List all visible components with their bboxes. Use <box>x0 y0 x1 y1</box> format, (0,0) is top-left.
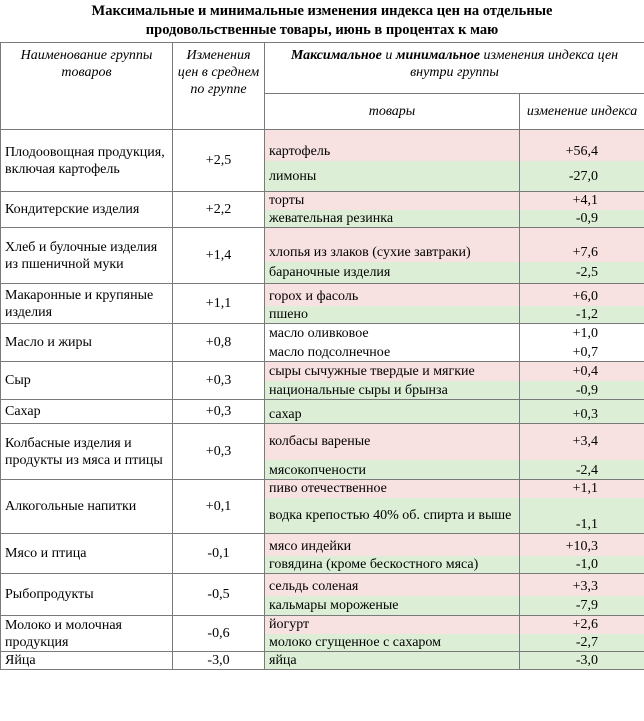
item-value: +6,0 <box>520 284 644 306</box>
item-name: бараночные изделия <box>265 262 520 284</box>
item-value: -2,4 <box>520 460 644 480</box>
item-value: -0,9 <box>520 210 644 228</box>
item-value: +3,3 <box>520 574 644 596</box>
item-name: торты <box>265 192 520 210</box>
group-name: Яйца <box>1 652 173 670</box>
item-name: пшено <box>265 306 520 324</box>
group-avg: +0,3 <box>173 362 265 400</box>
item-value: -3,0 <box>520 652 644 670</box>
item-name: колбасы вареные <box>265 424 520 460</box>
item-value: -2,7 <box>520 634 644 652</box>
header-rest: изменения индекса цен внутри группы <box>410 48 619 80</box>
header-goods: товары <box>265 93 520 129</box>
item-value: -7,9 <box>520 596 644 616</box>
item-value: +1,0 <box>520 324 644 343</box>
item-name: яйца <box>265 652 520 670</box>
item-value: +4,1 <box>520 192 644 210</box>
group-name: Сахар <box>1 400 173 424</box>
group-avg: +0,1 <box>173 480 265 534</box>
group-avg: +1,4 <box>173 228 265 284</box>
header-and: и <box>381 48 396 63</box>
item-name: сельдь соленая <box>265 574 520 596</box>
item-value: -1,2 <box>520 306 644 324</box>
item-value: +7,6 <box>520 228 644 262</box>
item-value: +0,3 <box>520 400 644 424</box>
item-value: +56,4 <box>520 130 644 161</box>
item-name: масло подсолнечное <box>265 343 520 362</box>
item-value: -1,1 <box>520 498 644 534</box>
item-name: водка крепостью 40% об. спирта и выше <box>265 498 520 534</box>
group-name: Сыр <box>1 362 173 400</box>
item-value: -2,5 <box>520 262 644 284</box>
item-value: +3,4 <box>520 424 644 460</box>
item-name: лимоны <box>265 161 520 192</box>
item-value: -0,9 <box>520 381 644 400</box>
group-name: Хлеб и булочные изделия из пшеничной муки <box>1 228 173 284</box>
group-avg: -0,6 <box>173 616 265 652</box>
item-name: картофель <box>265 130 520 161</box>
item-value: -27,0 <box>520 161 644 192</box>
header-change: изменение индекса <box>520 93 644 129</box>
item-name: говядина (кроме бескостного мяса) <box>265 556 520 574</box>
item-value: +1,1 <box>520 480 644 498</box>
group-avg: +0,3 <box>173 400 265 424</box>
group-name: Кондитерские изделия <box>1 192 173 228</box>
group-name: Мясо и птица <box>1 534 173 574</box>
header-group: Наименование группы товаров <box>1 43 173 130</box>
item-name: сахар <box>265 400 520 424</box>
item-name: йогурт <box>265 616 520 634</box>
group-name: Макаронные и крупяные изделия <box>1 284 173 324</box>
page-title <box>0 0 644 42</box>
header-avg: Изменения цен в среднем по группе <box>173 43 265 130</box>
item-value: +0,4 <box>520 362 644 381</box>
header-min-label: минимальное <box>395 48 480 63</box>
item-name: горох и фасоль <box>265 284 520 306</box>
item-name: национальные сыры и брынза <box>265 381 520 400</box>
title-line-2: продовольственные товары, июнь в процентах к маю <box>145 22 499 38</box>
group-avg: -3,0 <box>173 652 265 670</box>
item-name: масло оливковое <box>265 324 520 343</box>
item-name: сыры сычужные твердые и мягкие <box>265 362 520 381</box>
item-name: пиво отечественное <box>265 480 520 498</box>
item-name: кальмары мороженые <box>265 596 520 616</box>
item-name: мясокопчености <box>265 460 520 480</box>
group-avg: -0,5 <box>173 574 265 616</box>
group-avg: -0,1 <box>173 534 265 574</box>
item-value: +0,7 <box>520 343 644 362</box>
item-value: +10,3 <box>520 534 644 556</box>
item-name: мясо индейки <box>265 534 520 556</box>
group-name: Плодоовощная продукция, включая картофель <box>1 130 173 192</box>
group-name: Масло и жиры <box>1 324 173 362</box>
group-avg: +2,5 <box>173 130 265 192</box>
item-name: жевательная резинка <box>265 210 520 228</box>
group-name: Рыбопродукты <box>1 574 173 616</box>
group-name: Молоко и молочная продукция <box>1 616 173 652</box>
group-avg: +0,3 <box>173 424 265 480</box>
item-value: -1,0 <box>520 556 644 574</box>
header-min-max <box>265 43 644 94</box>
group-avg: +0,8 <box>173 324 265 362</box>
group-name: Алкогольные напитки <box>1 480 173 534</box>
item-value: +2,6 <box>520 616 644 634</box>
group-avg: +2,2 <box>173 192 265 228</box>
title-line-1: Максимальные и минимальные изменения индекса цен на отдельные <box>91 3 553 19</box>
item-name: хлопья из злаков (сухие завтраки) <box>265 228 520 262</box>
price-index-table <box>0 42 644 670</box>
group-name: Колбасные изделия и продукты из мяса и птицы <box>1 424 173 480</box>
group-avg: +1,1 <box>173 284 265 324</box>
item-name: молоко сгущенное с сахаром <box>265 634 520 652</box>
header-max-label: Максимальное <box>290 48 382 63</box>
